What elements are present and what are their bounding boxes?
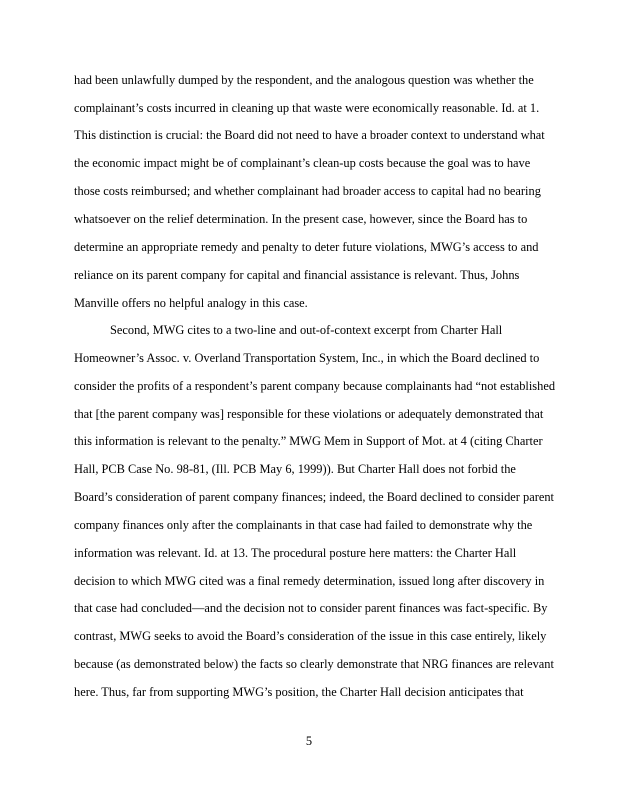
body-line-21: contrast, MWG seeks to avoid the Board’s consideration of the issue in this case entirely, likely <box>74 629 547 643</box>
body-line-17: company finances only after the complainants in that case had failed to demonstrate why the <box>74 518 533 532</box>
body-line-14: this information is relevant to the penalty.” MWG Mem in Support of Mot. at 4 (citing Charter <box>74 434 543 448</box>
body-line-16: Board’s consideration of parent company finances; indeed, the Board declined to consider parent <box>74 490 554 504</box>
body-line-10: Second, MWG cites to a two-line and out-of-context excerpt from Charter Hall <box>110 323 503 337</box>
body-line-6: whatsoever on the relief determination. In the present case, however, since the Board has to <box>74 212 528 226</box>
body-line-11: Homeowner’s Assoc. v. Overland Transportation System, Inc., in which the Board declined to <box>74 351 540 365</box>
body-line-1: had been unlawfully dumped by the respondent, and the analogous question was whether the <box>74 73 534 87</box>
body-line-4: the economic impact might be of complainant’s clean-up costs because the goal was to have <box>74 156 531 170</box>
page-number: 5 <box>305 734 313 748</box>
body-line-12: consider the profits of a respondent’s parent company because complainants had “not established <box>74 379 556 393</box>
body-line-15: Hall, PCB Case No. 98-81, (Ill. PCB May 6, 1999)). But Charter Hall does not forbid the <box>74 462 516 476</box>
body-line-7: determine an appropriate remedy and penalty to deter future violations, MWG’s access to and <box>74 240 539 254</box>
body-line-18: information was relevant. Id. at 13. The procedural posture here matters: the Charter Hall <box>74 546 517 560</box>
body-line-5: those costs reimbursed; and whether complainant had broader access to capital had no bearing <box>74 184 541 198</box>
body-line-3: This distinction is crucial: the Board did not need to have a broader context to understand what <box>74 128 545 142</box>
body-line-22: because (as demonstrated below) the facts so clearly demonstrate that NRG finances are relevant <box>74 657 554 671</box>
body-line-13: that [the parent company was] responsible for these violations or adequately demonstrated that <box>74 407 544 421</box>
body-line-9: Manville offers no helpful analogy in this case. <box>74 296 308 310</box>
body-line-8: reliance on its parent company for capital and financial assistance is relevant. Thus, Johns <box>74 268 520 282</box>
body-line-23: here. Thus, far from supporting MWG’s position, the Charter Hall decision anticipates that <box>74 685 524 699</box>
body-line-20: that case had concluded—and the decision not to consider parent finances was fact-specific. By <box>74 601 548 615</box>
body-line-2: complainant’s costs incurred in cleaning up that waste were economically reasonable. Id. at 1. <box>74 101 540 115</box>
body-line-19: decision to which MWG cited was a final remedy determination, issued long after discovery in <box>74 574 545 588</box>
